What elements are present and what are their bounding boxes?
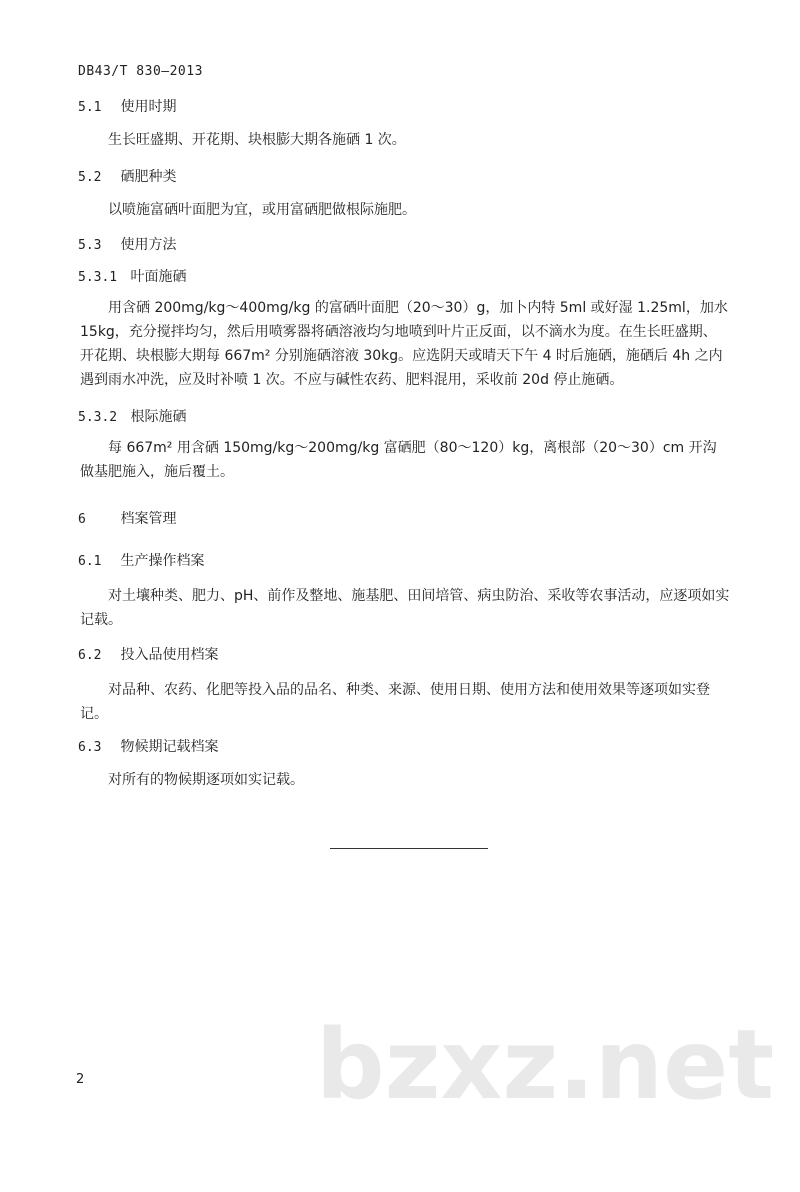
watermark-text: bzxz.net — [315, 1009, 775, 1121]
section-title: 硒肥种类 — [120, 169, 177, 185]
section-heading — [78, 234, 176, 254]
section-heading — [78, 508, 176, 528]
end-rule — [330, 848, 488, 849]
section-number: 6 — [78, 512, 86, 527]
section-number: 5.3.2 — [78, 410, 118, 425]
section-title: 投入品使用档案 — [120, 647, 219, 663]
section-heading — [78, 736, 218, 756]
section-body: 对品种、农药、化肥等投入品的品名、种类、来源、使用日期、使用方法和使用效果等逐项如实登记。 — [80, 682, 710, 722]
section-title: 根际施硒 — [130, 409, 187, 425]
section-number: 5.2 — [78, 170, 102, 185]
section-number: 5.3 — [78, 238, 102, 253]
section-body: 以喷施富硒叶面肥为宜，或用富硒肥做根际施肥。 — [108, 202, 416, 218]
section-title: 叶面施硒 — [130, 269, 187, 285]
section-number: 6.3 — [78, 740, 102, 755]
section-body: 对土壤种类、肥力、pH、前作及整地、施基肥、田间培管、病虫防治、采收等农事活动，应逐项如实记载。 — [80, 588, 730, 628]
section-body: 生长旺盛期、开花期、块根膨大期各施硒 1 次。 — [108, 132, 406, 148]
section-title: 使用时期 — [120, 99, 177, 115]
section-heading — [78, 550, 204, 570]
section-number: 6.2 — [78, 648, 102, 663]
section-number: 5.3.1 — [78, 270, 118, 285]
section-heading — [78, 266, 186, 286]
section-number: 5.1 — [78, 100, 102, 115]
section-heading — [78, 644, 218, 664]
section-title: 档案管理 — [120, 511, 177, 527]
watermark-logo — [315, 1009, 775, 1121]
section-title: 使用方法 — [120, 237, 177, 253]
section-number: 6.1 — [78, 554, 102, 569]
page-number: 2 — [76, 1072, 85, 1087]
section-body: 用含硒 200mg/kg～400mg/kg 的富硒叶面肥（20～30）g，加卜内特 5ml 或好湿 1.25ml，加水 15kg，充分搅拌均匀，然后用喷雾器将硒溶液均匀地喷到叶片正反面，以不滴水为度。在生长旺盛期、开花期、块根膨大期每 667m² 分别施硒溶液 30kg。应选阴天或晴天下午 4 时后施硒，施硒后 4h 之内遇到雨水冲洗，应及时补喷 1 次。不应与碱性农药、肥料混用，采收前 20d 停止施硒。 — [80, 300, 728, 388]
section-heading — [78, 166, 176, 186]
section-title: 物候期记载档案 — [120, 739, 219, 755]
section-heading — [78, 406, 186, 426]
section-body: 每 667m² 用含硒 150mg/kg～200mg/kg 富硒肥（80～120）kg，离根部（20～30）cm 开沟做基肥施入，施后覆土。 — [80, 440, 717, 480]
section-title: 生产操作档案 — [120, 553, 205, 569]
document-code: DB43/T 830—2013 — [78, 64, 203, 79]
section-body: 对所有的物候期逐项如实记载。 — [108, 772, 304, 788]
section-heading — [78, 96, 176, 116]
